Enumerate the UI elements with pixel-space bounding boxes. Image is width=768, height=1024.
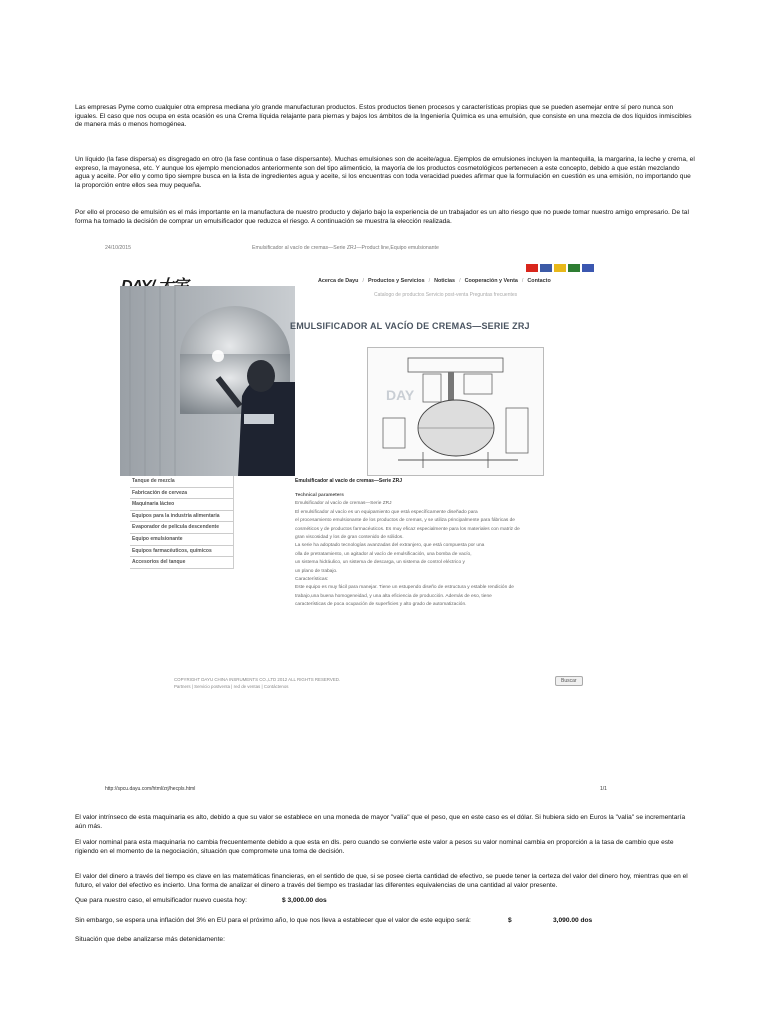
paragraph-time-value: El valor del dinero a través del tiempo es clave en las matemáticas financieras, en el sentido de que, si se posee cierta cantidad de efectivo, se puede tener la certeza del valor del dinero hoy, mientras que en el futuro, el valor del efectivo es incierto. Una forma de analizar el dinero a través del tiempo es trasladar las diferentes equivalencias de una cantidad al valor presente. (75, 873, 688, 889)
spec-line: el procesamiento emulsionante de los productos de cremas, y se utiliza principalmente para fábricas de (295, 518, 515, 524)
menu-item[interactable]: Accesorios del tanque (130, 557, 233, 569)
menu-item[interactable]: Equipo emulsionante (130, 534, 233, 546)
nav-item[interactable]: Contacto (527, 278, 551, 284)
spec-line: La serie ha adoptado tecnologías avanzadas del extranjero, que está compuesta por una (295, 543, 485, 549)
menu-item[interactable]: Fabricación de cerveza (130, 488, 233, 500)
menu-item[interactable]: Equipos para la industria alimentaria (130, 511, 233, 523)
machine-diagram-image[interactable] (367, 347, 544, 476)
menu-item[interactable]: Tanque de mezcla (130, 476, 233, 488)
specs-heading: Technical parameters (295, 493, 344, 498)
capture-date: 24/10/2015 (105, 245, 131, 251)
menu-item[interactable]: Equipos farmacéuticos, químicos (130, 546, 233, 558)
footer-links[interactable]: Partners | Servicio postventa | red de ventas | Contáctenos (174, 684, 289, 689)
inflation-value: 3,090.00 dos (553, 917, 593, 924)
search-button[interactable]: Buscar (555, 676, 583, 686)
spec-line: olla de pretratamiento, un agitador al vacío de emulsificación, una bomba de vacío, (295, 551, 472, 557)
language-flag-2[interactable] (554, 264, 566, 272)
language-flag-0[interactable] (526, 264, 538, 272)
product-category-menu (130, 476, 234, 569)
inflation-row (75, 917, 593, 926)
worker-welding-photo (120, 286, 295, 476)
technical-parameters (295, 492, 565, 610)
language-flag-1[interactable] (540, 264, 552, 272)
spec-line: cosméticos y de productos farmacéuticos. Es muy eficaz especialmente para los materiales con matriz de (295, 526, 520, 532)
footer-copyright: COPYRIGHT DAYU CHINA INSRUMENTS CO.,LTD 2012 ALL RIGHTS RESERVED. (174, 677, 341, 682)
nav-separator: / (459, 278, 461, 284)
sub-nav[interactable]: Catalogo de productos Servicio post-venta Preguntas frecuentes (374, 292, 518, 298)
spec-line: un sistema hidráulico, un sistema de descarga, un sistema de control eléctrico y (295, 560, 465, 566)
spec-line: Este equipo es muy fácil para manejar. Tiene un estupendo diseño de estructura y estable rendición de (295, 585, 514, 591)
nav-item[interactable]: Productos y Servicios (367, 278, 425, 284)
inflation-currency: $ (508, 917, 512, 924)
language-flags[interactable] (526, 259, 596, 277)
capture-page-number: 1/1 (600, 786, 607, 792)
spec-line: gran viscosidad y los de gran contenido de sólidos. (295, 535, 404, 541)
cost-row (75, 897, 327, 906)
menu-item[interactable]: Maquinaria lácteo (130, 499, 233, 511)
spec-line: El emulsificador al vacío es un equipamiento que está específicamente diseñado para (295, 509, 478, 515)
spec-line: un plano de trabajo. (295, 568, 338, 574)
nav-separator: / (521, 278, 524, 284)
svg-text:DAY: DAY (386, 387, 415, 403)
nav-separator: / (362, 278, 364, 284)
language-flag-3[interactable] (568, 264, 580, 272)
image-caption: Emulsificador al vacío de cremas—Serie ZRJ (295, 478, 402, 484)
nav-item[interactable]: Noticias (434, 278, 456, 284)
product-title: EMULSIFICADOR AL VACÍO DE CREMAS—SERIE ZRJ (290, 321, 530, 331)
nav-item[interactable]: Acerca de Dayu (318, 278, 359, 284)
closing-line: Situación que debe analizarse más detenidamente: (75, 936, 225, 943)
paragraph-emulsion: Un líquido (la fase dispersa) es disgregado en otro (la fase continua o fase dispersante). Muchas emulsiones son de aceite/agua. Ejemplos de emulsiones incluyen la mantequilla, la margarina, la leche y crema, el expreso, la mayonesa, etc. Y aunque los ejemplo mencionados anteriormente son del tipo alimenticio, la mayoría de los productos cosmetológicos pertenecen a este concepto, debido a que están mezclando agua y aceite. Por ello y como tipo siempre busca en la lista de ingredientes agua y aceite, si los encuentras con toda veracidad puedes afirmar que la formulación en cuestión es una emisión, no importando que la proporción entre ellos sea muy pequeña. (75, 156, 695, 189)
main-nav (318, 278, 551, 284)
site-footer (174, 676, 340, 690)
nav-separator: / (428, 278, 431, 284)
paragraph-intrinsic-value: El valor intrínseco de esta maquinaria es alto, debido a que su valor se establece en una moneda de mayor "valía" que el peso, que en este caso es el dólar. Si hubiera sido en Euros la "valía" se incrementaría aún más. (75, 814, 686, 830)
spec-line: Características: (295, 577, 329, 583)
spec-line: trabajo,una buena homogeneidad, y una alta eficiencia de producción. Además de eso, tiene (295, 593, 492, 599)
menu-item[interactable]: Evaporador de película descendente (130, 522, 233, 534)
paragraph-nominal-value: El valor nominal para esta maquinaria no cambia frecuentemente debido a que esta en dls. pero cuando se convierte este valor a pesos su valor nominal cambia en proporción a la tasa de cambio que este rigiendo en el momento de la negociación, situación que compromete una toma de decisión. (75, 839, 674, 855)
embedded-web-capture (100, 242, 615, 797)
capture-url: http://spcu.dayu.com/html/zrj/hecpls.html (105, 786, 196, 792)
cost-label: Que para nuestro caso, el emulsificador nuevo cuesta hoy: (75, 897, 247, 904)
language-flag-4[interactable] (582, 264, 594, 272)
inflation-label: Sin embargo, se espera una inflación del 3% en EU para el próximo año, lo que nos lleva a establecer que el valor de este equipo será: (75, 917, 471, 924)
paragraph-intro: Las empresas Pyme como cualquier otra empresa mediana y/o grande manufacturan productos. Estos productos tienen procesos y características propias que se pueden asemejar entre sí pero nunca son iguales. El caso que nos ocupa en esta ocasión es una Crema líquida relajante para piernas y bajos los ámbitos de la Ingeniería Química es una emulsión, que consiste en una mezcla de dos líquidos inmiscibles de manera más o menos homogénea. (75, 104, 692, 129)
cost-value: $ 3,000.00 dos (282, 897, 327, 904)
paragraph-decision: Por ello el proceso de emulsión es el más importante en la manufactura de nuestro producto y dejarlo bajo la experiencia de un trabajador es un alto riesgo que no puede tomar nuestro amigo empresario. De tal forma ha tomado la decisión de comprar un emulsificador que reduzca el riesgo. A continuación se muestra la elección realizada. (75, 209, 689, 225)
spec-line: características de poca ocupación de superficies y alto grado de automatización. (295, 602, 467, 608)
nav-item[interactable]: Cooperación y Venta (464, 278, 518, 284)
capture-page-title: Emulsificador al vacío de cremas—Serie ZRJ—Product line,Equipo emulsionante (252, 245, 439, 251)
spec-line: Emulsificador al vacío de cremas—Serie ZRJ (295, 501, 392, 507)
